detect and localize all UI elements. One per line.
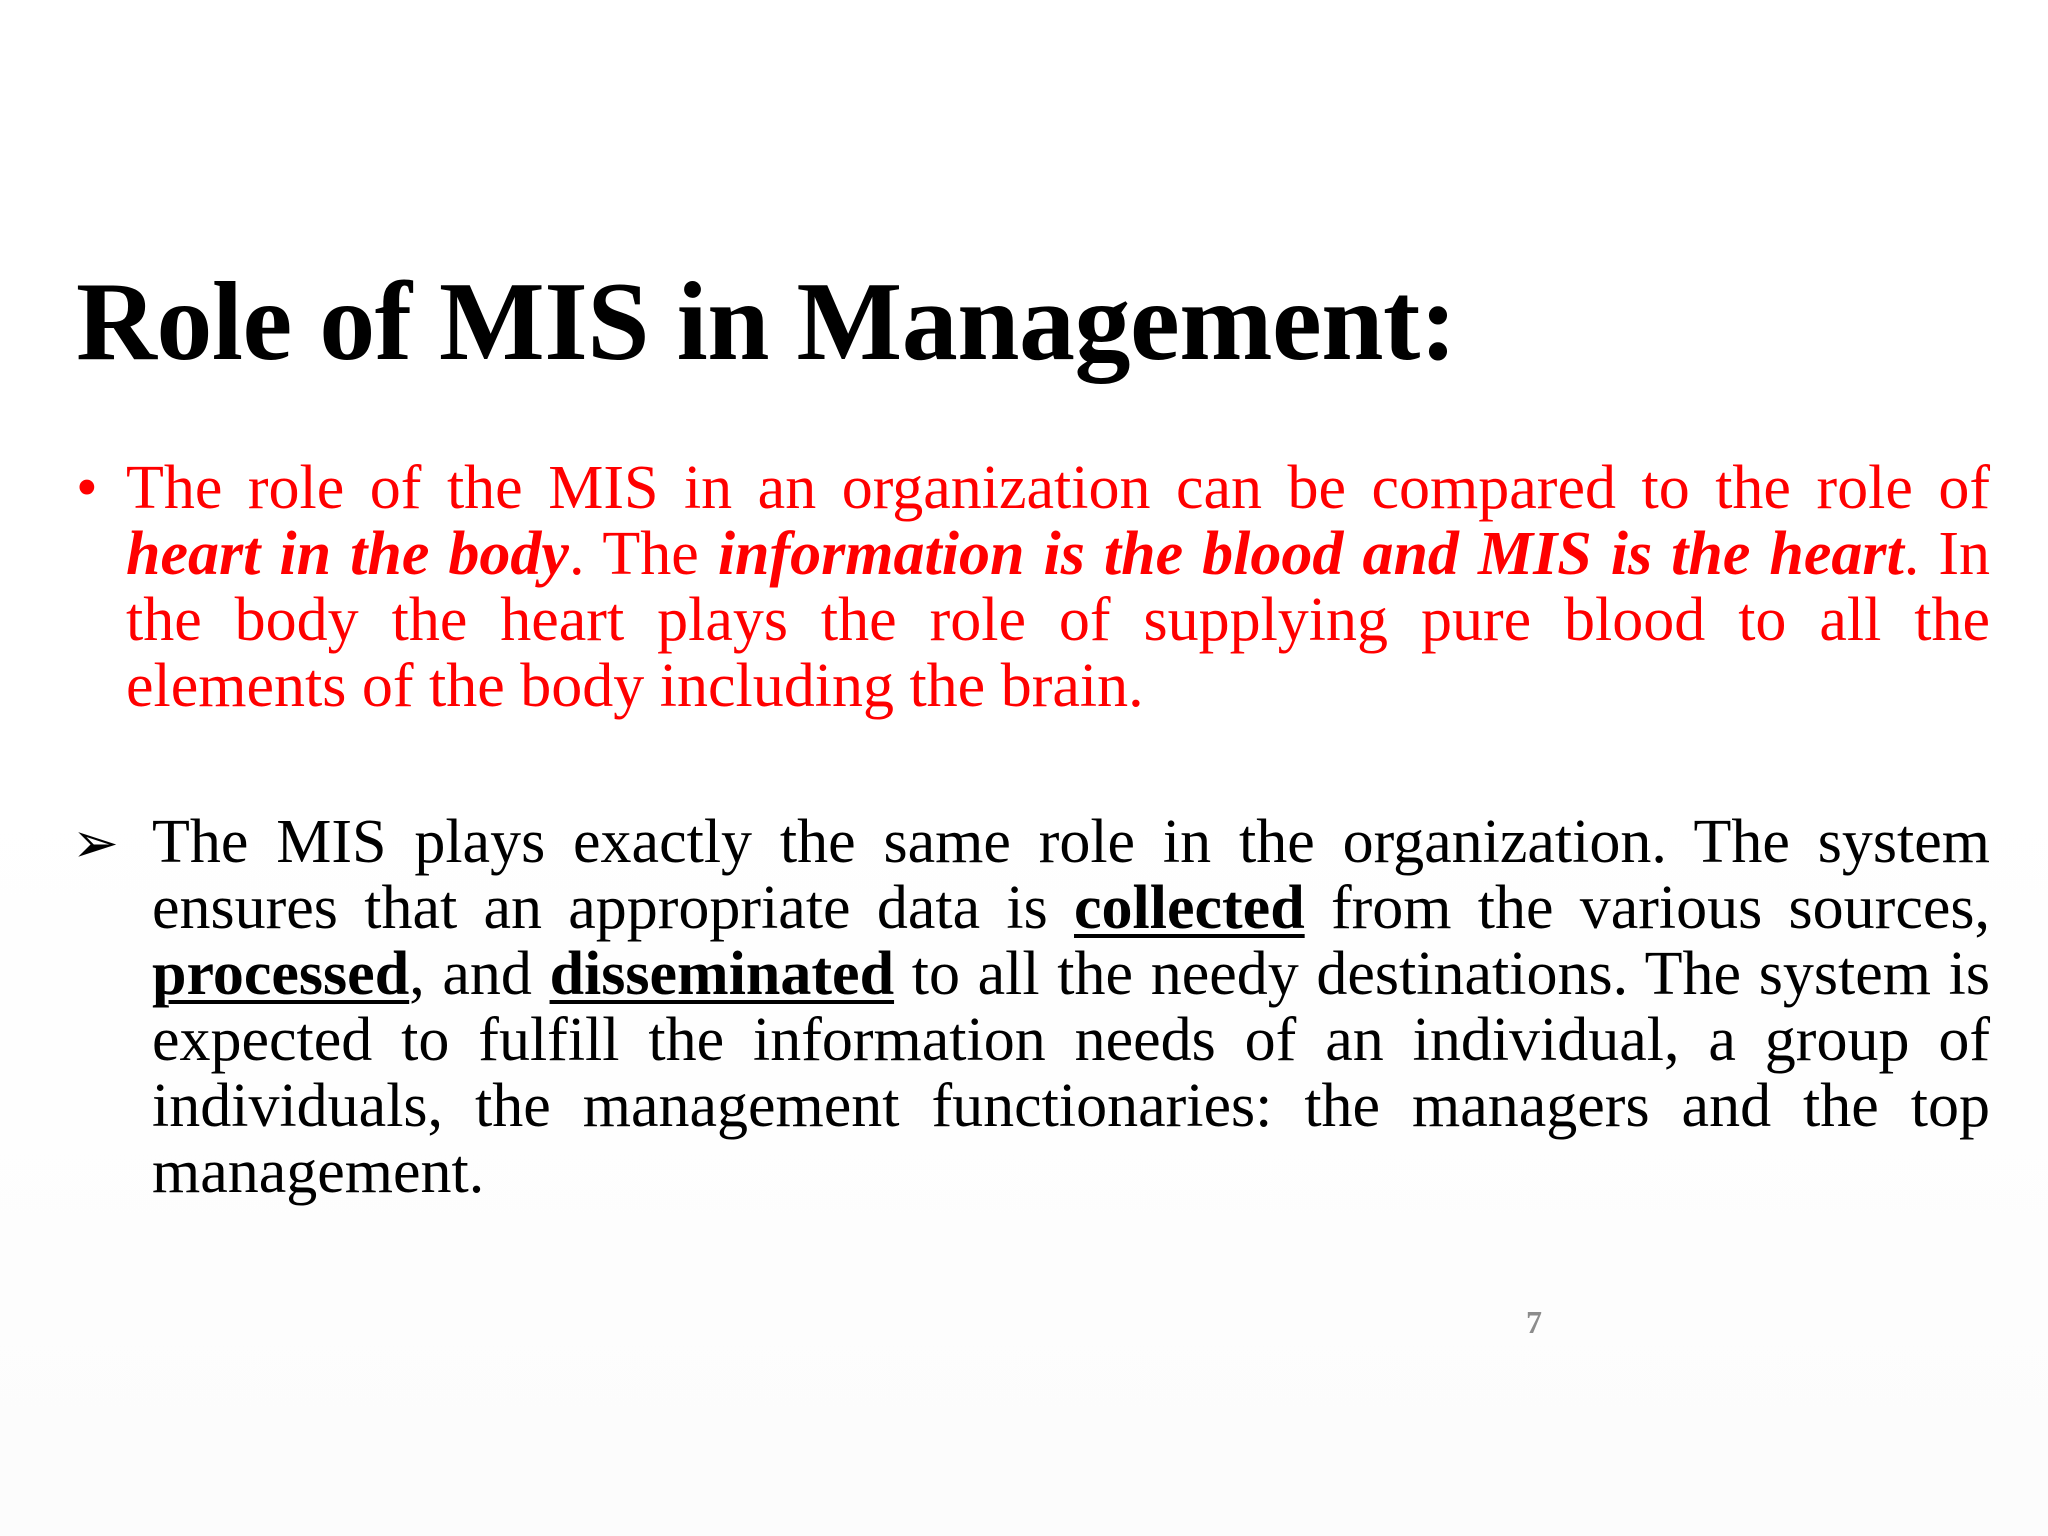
bullet-mis-role-text — [152, 809, 1990, 1205]
text-segment: . The — [568, 520, 718, 588]
text-segment: The MIS plays exactly the same role in the organization. The system ensures that an appropriate data is — [152, 808, 1990, 942]
emphasis-disseminated: disseminated — [549, 940, 895, 1008]
emphasis-collected: collected — [1074, 874, 1305, 942]
text-segment: , and — [409, 940, 550, 1008]
arrow-bullet-icon: ➢ — [72, 813, 119, 875]
bullet-mis-role — [72, 809, 1990, 1205]
emphasis-processed: processed — [152, 940, 410, 1008]
slide-title: Role of MIS in Management: — [76, 260, 1457, 384]
bullet-dot-icon: • — [76, 454, 98, 522]
text-segment: The role of the MIS in an organization can be compared to the role of — [126, 454, 1990, 522]
emphasis-heart-in-body: heart in the body — [126, 520, 569, 588]
bullet-heart-analogy-text — [126, 455, 1990, 719]
text-segment: . In the body the heart plays the role of supplying pure blood to all the elements of the body including the brain. — [126, 520, 1990, 720]
text-segment: from the various sources, — [1304, 874, 1990, 942]
bullet-heart-analogy — [72, 455, 1990, 719]
page-number: 7 — [1526, 1304, 1542, 1340]
text-segment: to all the needy destinations. The system is expected to fulfill the information needs of an individual, a group of individuals, the management functionaries: the managers and the top management. — [152, 940, 1990, 1206]
emphasis-blood-heart: information is the blood and MIS is the heart — [717, 520, 1904, 588]
